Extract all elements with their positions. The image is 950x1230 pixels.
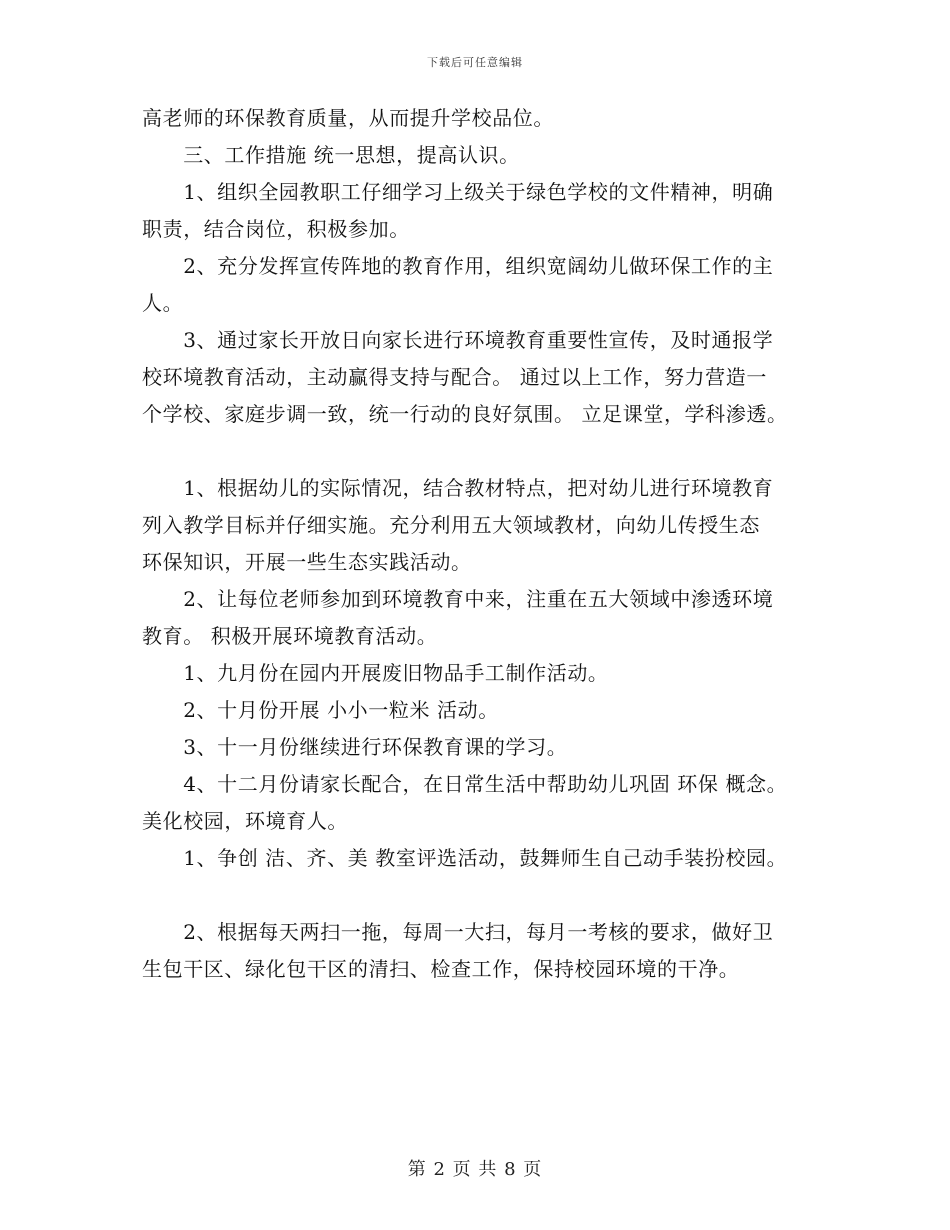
paragraph-line: 1、根据幼儿的实际情况，结合教材特点，把对幼儿进行环境教育 xyxy=(142,476,774,500)
paragraph-line: 1、组织全园教职工仔细学习上级关于绿色学校的文件精神，明确 xyxy=(142,180,774,204)
section-heading: 三、工作措施 统一思想，提高认识。 xyxy=(142,143,520,167)
paragraph-line: 2、让每位老师参加到环境教育中来，注重在五大领域中渗透环境 xyxy=(142,587,774,611)
paragraph-line: 1、九月份在园内开展废旧物品手工制作活动。 xyxy=(142,661,609,685)
page-header: 下载后可任意编辑 xyxy=(427,56,523,69)
paragraph-line: 教育。 积极开展环境教育活动。 xyxy=(142,624,438,648)
paragraph-line: 2、根据每天两扫一拖，每周一大扫，每月一考核的要求，做好卫 xyxy=(142,920,774,944)
paragraph-line: 1、争创 洁、齐、美 教室评选活动，鼓舞师生自己动手装扮校园。 xyxy=(142,846,788,870)
paragraph-line: 列入教学目标并仔细实施。充分利用五大领域教材，向幼儿传授生态 xyxy=(142,513,760,537)
paragraph-line: 2、充分发挥宣传阵地的教育作用，组织宽阔幼儿做环保工作的主 xyxy=(142,254,774,278)
paragraph-line: 校环境教育活动，主动赢得支持与配合。 通过以上工作，努力营造一 xyxy=(142,365,767,389)
page-number-footer: 第 2 页 共 8 页 xyxy=(407,1159,543,1180)
paragraph-line: 3、通过家长开放日向家长进行环境教育重要性宣传，及时通报学 xyxy=(142,328,774,352)
paragraph-line: 职责，结合岗位，积极参加。 xyxy=(142,217,410,241)
paragraph-line: 高老师的环保教育质量，从而提升学校品位。 xyxy=(142,106,554,130)
paragraph-line: 个学校、家庭步调一致，统一行动的良好氛围。 立足课堂，学科渗透。 xyxy=(142,402,788,426)
paragraph-line: 人。 xyxy=(142,291,184,315)
paragraph-line: 生包干区、绿化包干区的清扫、检查工作，保持校园环境的干净。 xyxy=(142,957,740,981)
paragraph-line: 4、十二月份请家长配合，在日常生活中帮助幼儿巩固 环保 概念。 xyxy=(142,772,788,796)
section-heading: 美化校园，环境育人。 xyxy=(142,809,348,833)
paragraph-line: 3、十一月份继续进行环保教育课的学习。 xyxy=(142,735,568,759)
paragraph-line: 环保知识，开展一些生态实践活动。 xyxy=(142,550,472,574)
paragraph-gap xyxy=(142,433,822,470)
paragraph-line: 2、十月份开展 小小一粒米 活动。 xyxy=(142,698,499,722)
paragraph-gap xyxy=(142,877,822,914)
document-body xyxy=(142,100,822,988)
